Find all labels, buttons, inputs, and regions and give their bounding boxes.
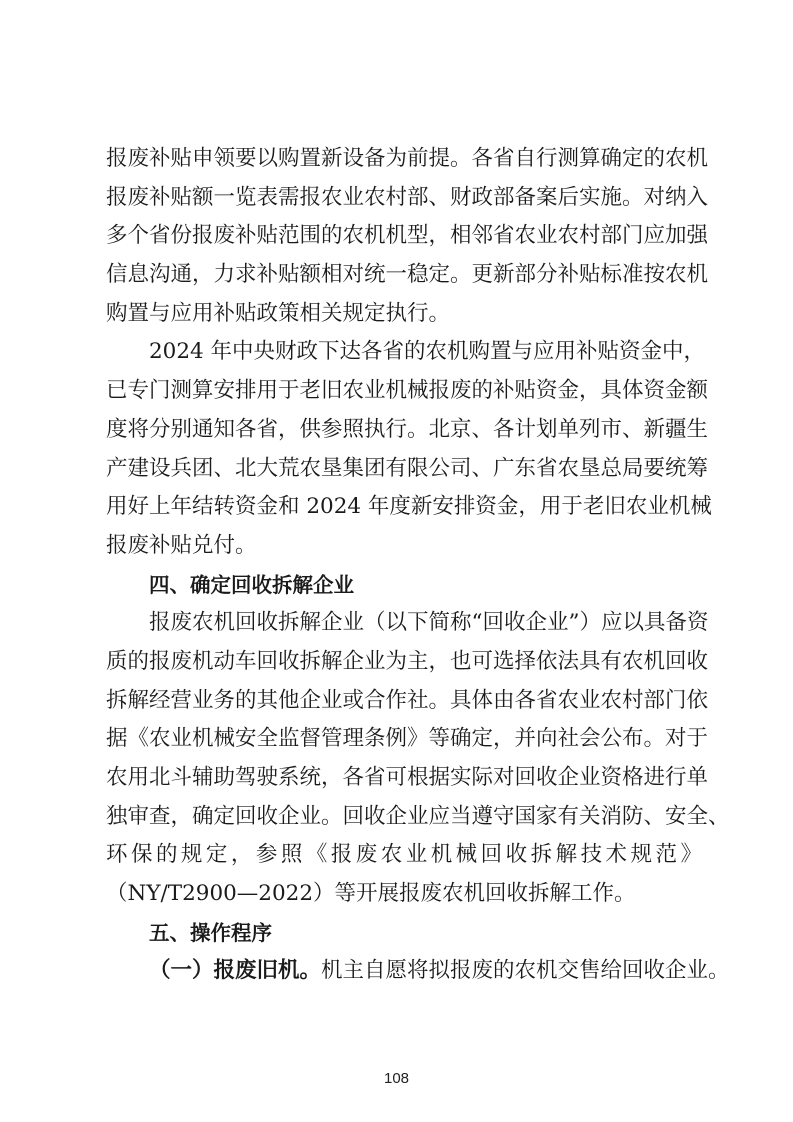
text-line: 据《农业机械安全监督管理条例》等确定，并向社会公布。对于 [106, 726, 709, 752]
text-line: 质的报废机动车回收拆解企业为主，也可选择依法具有农机回收 [106, 648, 709, 674]
text-line: 环保的规定，参照《报废农业机械回收拆解技术规范》 [106, 842, 702, 868]
text-line: 报废补贴申领要以购置新设备为前提。各省自行测算确定的农机 [106, 146, 709, 171]
text-line: （NY/T2900—2022）等开展报废农机回收拆解工作。 [106, 881, 636, 907]
text-line: 独审查，确定回收企业。回收企业应当遵守国家有关消防、安全、 [106, 803, 730, 829]
text-line: 报废农机回收拆解企业（以下简称“回收企业”）应以具备资 [149, 610, 709, 636]
paragraph-recycling-enterprises [106, 604, 730, 914]
subsection-label: （一）报废旧机。 [149, 958, 322, 984]
paragraph-subsidy-application [106, 140, 709, 333]
text-line: 购置与应用补贴政策相关规定执行。 [106, 300, 451, 326]
text-line: 度将分别通知各省，供参照执行。北京、各计划单列市、新疆生 [106, 416, 709, 442]
text-line: 已专门测算安排用于老旧农业机械报废的补贴资金，具体资金额 [106, 378, 709, 404]
text-run: 机主自愿将拟报废的农机交售给回收企业。 [321, 958, 730, 984]
text-line: 报废补贴兑付。 [106, 532, 257, 558]
text-line: 2024 年中央财政下达各省的农机购置与应用补贴资金中， [149, 339, 706, 365]
body-text [106, 140, 730, 991]
text-line: 农用北斗辅助驾驶系统，各省可根据实际对回收企业资格进行单 [106, 765, 709, 790]
paragraph-scrap-old-machine [106, 952, 730, 991]
text-line: 报废补贴额一览表需报农业农村部、财政部备案后实施。对纳入 [106, 184, 709, 210]
page-number: 108 [383, 1070, 410, 1087]
text-line: 产建设兵团、北大荒农垦集团有限公司、广东省农垦总局要统筹 [106, 455, 709, 481]
paragraph-funding-2024 [106, 333, 712, 565]
text-line: 信息沟通，力求补贴额相对统一稳定。更新部分补贴标准按农机 [106, 262, 709, 288]
section-heading-5: 五、操作程序 [149, 920, 272, 945]
section-heading-4: 四、确定回收拆解企业 [149, 572, 354, 597]
text-line: 用好上年结转资金和 2024 年度新安排资金，用于老旧农业机械 [106, 494, 712, 520]
text-line: 多个省份报废补贴范围的农机机型，相邻省农业农村部门应加强 [106, 223, 709, 249]
text-line: 拆解经营业务的其他企业或合作社。具体由各省农业农村部门依 [106, 687, 709, 713]
